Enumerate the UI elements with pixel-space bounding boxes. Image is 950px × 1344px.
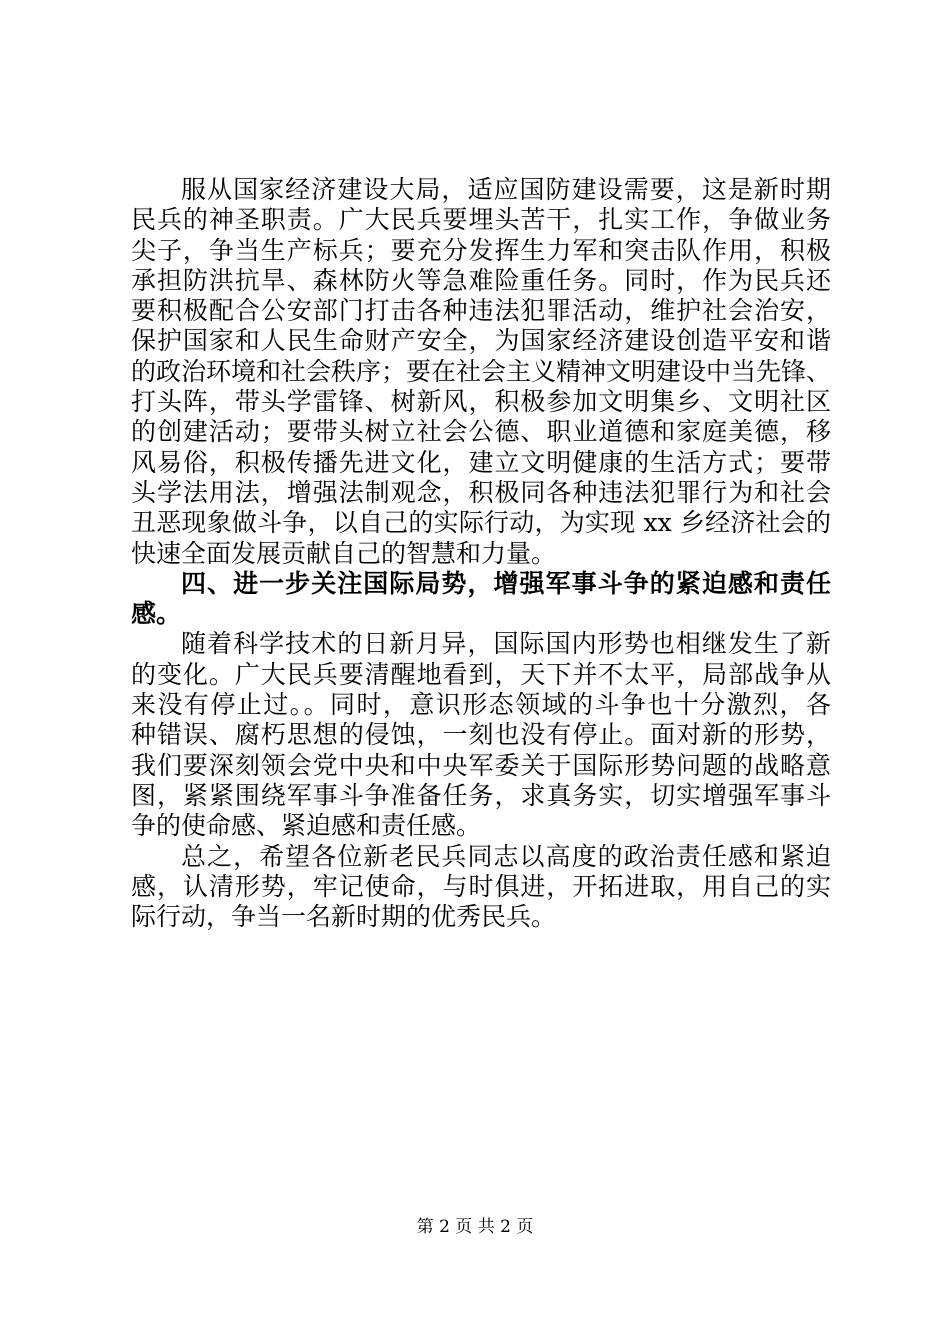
text-line: 我们要深刻领会党中央和中央军委关于国际形势问题的战略意 [131, 750, 831, 780]
text-line: 的政治环境和社会秩序；要在社会主义精神文明建设中当先锋、 [131, 356, 832, 386]
heading-line: 感。 [131, 599, 182, 629]
text-line: 的变化。广大民兵要清醒地看到，天下并不太平，局部战争从 [131, 659, 831, 689]
text-line: 丑恶现象做斗争，以自己的实际行动，为实现 xx 乡经济社会的 [131, 508, 831, 538]
paragraph [131, 842, 831, 933]
text-line: 头学法用法，增强法制观念，积极同各种违法犯罪行为和社会 [131, 477, 831, 507]
paragraph [131, 629, 831, 841]
text-line: 风易俗，积极传播先进文化，建立文明健康的生活方式；要带 [131, 447, 831, 477]
text-line: 承担防洪抗旱、森林防火等急难险重任务。同时，作为民兵还 [131, 265, 831, 295]
text-line: 快速全面发展贡献自己的智慧和力量。 [131, 538, 557, 568]
text-line: 种错误、腐朽思想的侵蚀，一刻也没有停止。面对新的形势， [131, 720, 831, 750]
text-line: 际行动，争当一名新时期的优秀民兵。 [131, 902, 557, 932]
text-line: 民兵的神圣职责。广大民兵要埋头苦干，扎实工作，争做业务 [131, 205, 831, 235]
text-line: 的创建活动；要带头树立社会公德、职业道德和家庭美德，移 [131, 417, 831, 447]
text-line: 尖子，争当生产标兵；要充分发挥生力军和突击队作用，积极 [131, 235, 831, 265]
paragraph [131, 175, 831, 569]
text-line: 服从国家经济建设大局，适应国防建设需要，这是新时期 [181, 175, 831, 204]
text-line: 随着科学技术的日新月异，国际国内形势也相继发生了新 [181, 629, 831, 659]
section-heading [131, 569, 831, 630]
page-footer: 第 2 页 共 2 页 [416, 1217, 534, 1237]
text-line: 要积极配合公安部门打击各种违法犯罪活动，维护社会治安， [131, 296, 831, 326]
text-line: 打头阵，带头学雷锋、树新风，积极参加文明集乡、文明社区 [131, 387, 831, 417]
text-line: 保护国家和人民生命财产安全，为国家经济建设创造平安和谐 [131, 326, 831, 356]
heading-line: 四、进一步关注国际局势，增强军事斗争的紧迫感和责任 [181, 568, 831, 598]
document-body [131, 175, 831, 932]
text-line: 总之，希望各位新老民兵同志以高度的政治责任感和紧迫 [181, 841, 831, 871]
text-line: 图，紧紧围绕军事斗争准备任务，求真务实，切实增强军事斗 [131, 780, 831, 810]
text-line: 争的使命感、紧迫感和责任感。 [131, 811, 482, 841]
text-line: 来没有停止过。。同时，意识形态领域的斗争也十分激烈，各 [131, 690, 831, 720]
text-line: 感，认清形势，牢记使命，与时俱进，开拓进取，用自己的实 [131, 871, 831, 901]
